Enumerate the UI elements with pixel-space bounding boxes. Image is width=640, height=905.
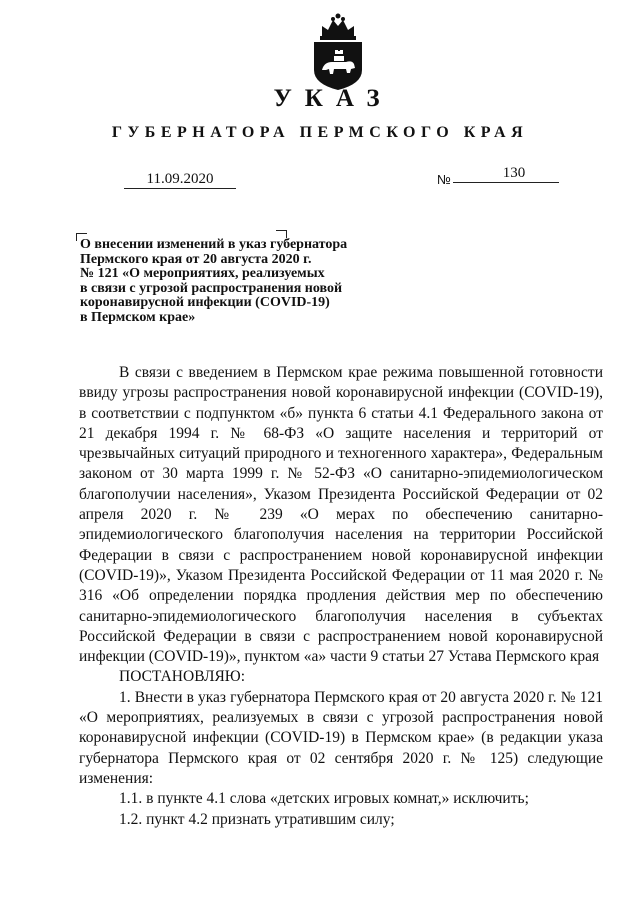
document-body (79, 363, 603, 830)
document-title: УКАЗ (273, 85, 393, 112)
subject-line: № 121 «О мероприятиях, реализуемых (80, 266, 325, 281)
document-number-value: 130 (502, 165, 526, 181)
item-1-paragraph: 1. Внести в указ губернатора Пермского края от 20 августа 2020 г. № 121 «О мероприятиях, реализуемых в связи с угрозой распространения новой коронавирусной инфекции (COVID-19) в Пермском крае» (в редакции указа губернатора Пермского края от 02 сентября 2020 г. № 125) следующие изменения: (79, 688, 603, 787)
preamble-paragraph: В связи с введением в Пермском крае режима повышенной готовности ввиду угрозы распространения новой коронавирусной инфекции (COVID-19), в соответствии с подпунктом «б» пункта 6 статьи 4.1 Федерального закона от 21 декабря 1994 г. № 68-ФЗ «О защите населения и территорий от чрезвычайных ситуаций природного и техногенного характера», Федеральным законом от 30 марта 1999 г. № 52-ФЗ «О санитарно-эпидемиологическом благополучии населения», Указом Президента Российской Федерации от 02 апреля 2020 г. № 239 «О мерах по обеспечению санитарно-эпидемиологического благополучия населения на территории Российской Федерации в связи с распространением новой коронавирусной инфекции (COVID-19)», Указом Президента Российской Федерации от 11 мая 2020 г. № 316 «Об определении порядка продления действия мер по обеспечению санитарно-эпидемиологического благополучия населения в субъектах Российской Федерации в связи с распространением новой коронавирусной инфекции (COVID-19)», пунктом «а» части 9 статьи 27 Устава Пермского края (79, 364, 603, 666)
subject-line: Пермского края от 20 августа 2020 г. (80, 251, 312, 267)
document-subject (80, 238, 400, 325)
item-1-2-paragraph: 1.2. пункт 4.2 признать утратившим силу; (119, 810, 395, 828)
subject-line: коронавирусной инфекции (COVID-19) (80, 295, 330, 310)
subject-line: в Пермском крае» (80, 309, 196, 325)
decree-heading: ПОСТАНОВЛЯЮ: (119, 668, 246, 686)
subject-line: в связи с угрозой распространения новой (80, 280, 343, 296)
item-1-1-paragraph: 1.1. в пункте 4.1 слова «детских игровых комнат,» исключить; (119, 790, 529, 808)
document-number (453, 164, 559, 183)
document-date: 11.09.2020 (124, 170, 236, 189)
document-issuer: ГУБЕРНАТОРА ПЕРМСКОГО КРАЯ (111, 124, 529, 141)
number-sign: № (437, 172, 451, 187)
subject-line: О внесении изменений в указ губернатора (80, 237, 348, 252)
perm-coat-of-arms-emblem (308, 12, 368, 92)
